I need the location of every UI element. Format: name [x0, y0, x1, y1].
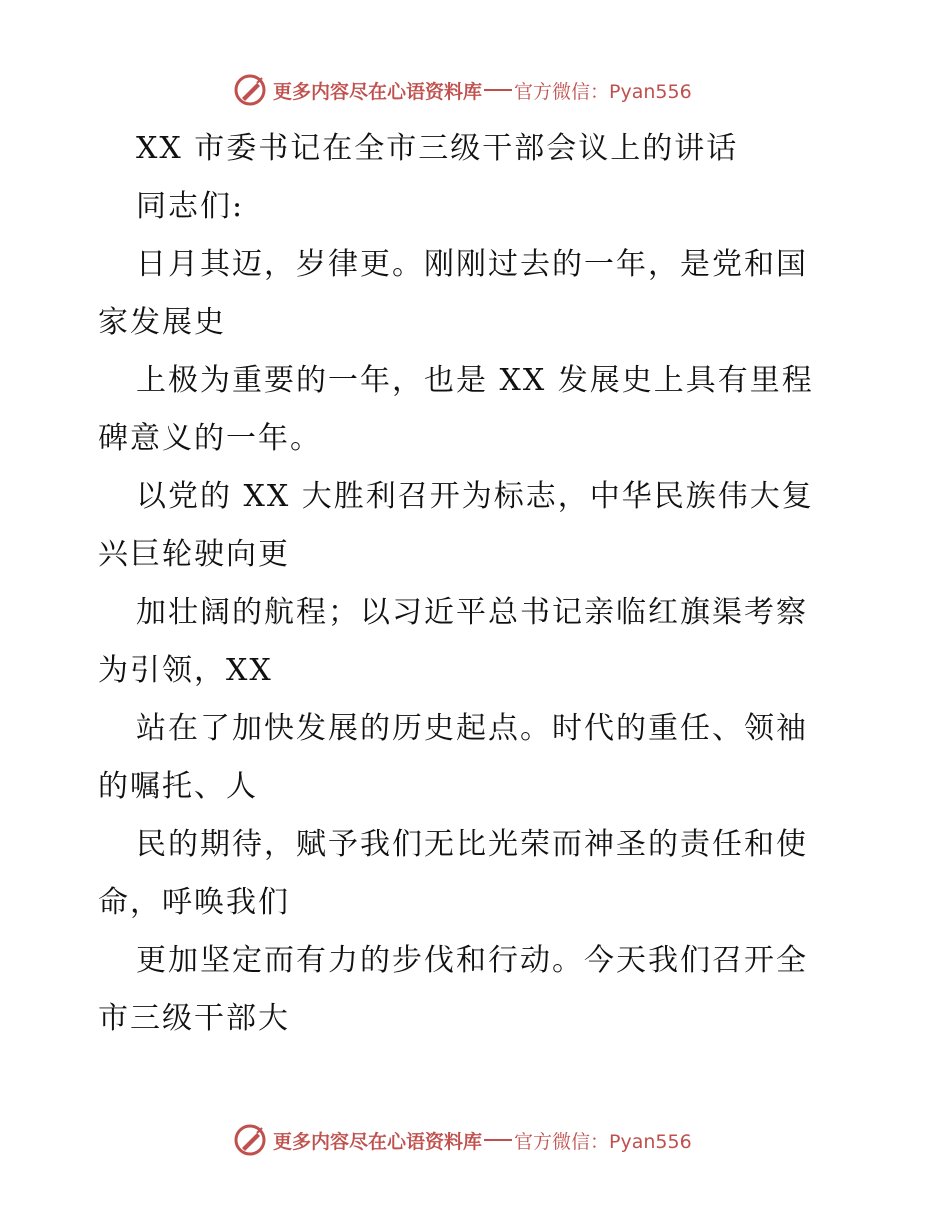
document-title: XX 市委书记在全市三级干部会议上的讲话 [136, 131, 739, 166]
text-line: 家发展史 [98, 305, 226, 340]
text-line: 碑意义的一年。 [98, 421, 322, 456]
footer-banner [233, 1122, 713, 1158]
text-line: 上极为重要的一年，也是 XX 发展史上具有里程 [136, 363, 814, 398]
banner-dash [484, 1139, 512, 1141]
text-line: 兴巨轮驶向更 [98, 537, 290, 572]
quill-seal-logo [233, 73, 267, 107]
text-line: 为引领，XX [98, 653, 273, 688]
text-line: 站在了加快发展的历史起点。时代的重任、领袖 [136, 711, 808, 746]
text-line: 的嘱托、人 [98, 769, 258, 804]
text-line: 更加坚定而有力的步伐和行动。今天我们召开全 [136, 943, 808, 978]
text-line: 市三级干部大 [98, 1001, 290, 1036]
greeting: 同志们: [136, 189, 245, 224]
header-banner [233, 72, 713, 108]
document-body [98, 120, 858, 1048]
text-line: 民的期待，赋予我们无比光荣而神圣的责任和使 [136, 827, 808, 862]
text-line: 命，呼唤我们 [98, 885, 290, 920]
banner-slogan: 更多内容尽在心语资料库 [273, 80, 483, 103]
text-line: 日月其迈，岁律更。刚刚过去的一年，是党和国 [136, 247, 808, 282]
text-line: 以党的 XX 大胜利召开为标志，中华民族伟大复 [136, 479, 814, 514]
paragraph-lines [98, 236, 858, 1048]
banner-wechat: 官方微信：Pyan556 [514, 80, 692, 103]
quill-seal-logo [233, 1123, 267, 1157]
banner-slogan: 更多内容尽在心语资料库 [273, 1130, 483, 1153]
banner-wechat: 官方微信：Pyan556 [514, 1130, 692, 1153]
text-line: 加壮阔的航程；以习近平总书记亲临红旗渠考察 [136, 595, 808, 630]
banner-dash [484, 89, 512, 91]
